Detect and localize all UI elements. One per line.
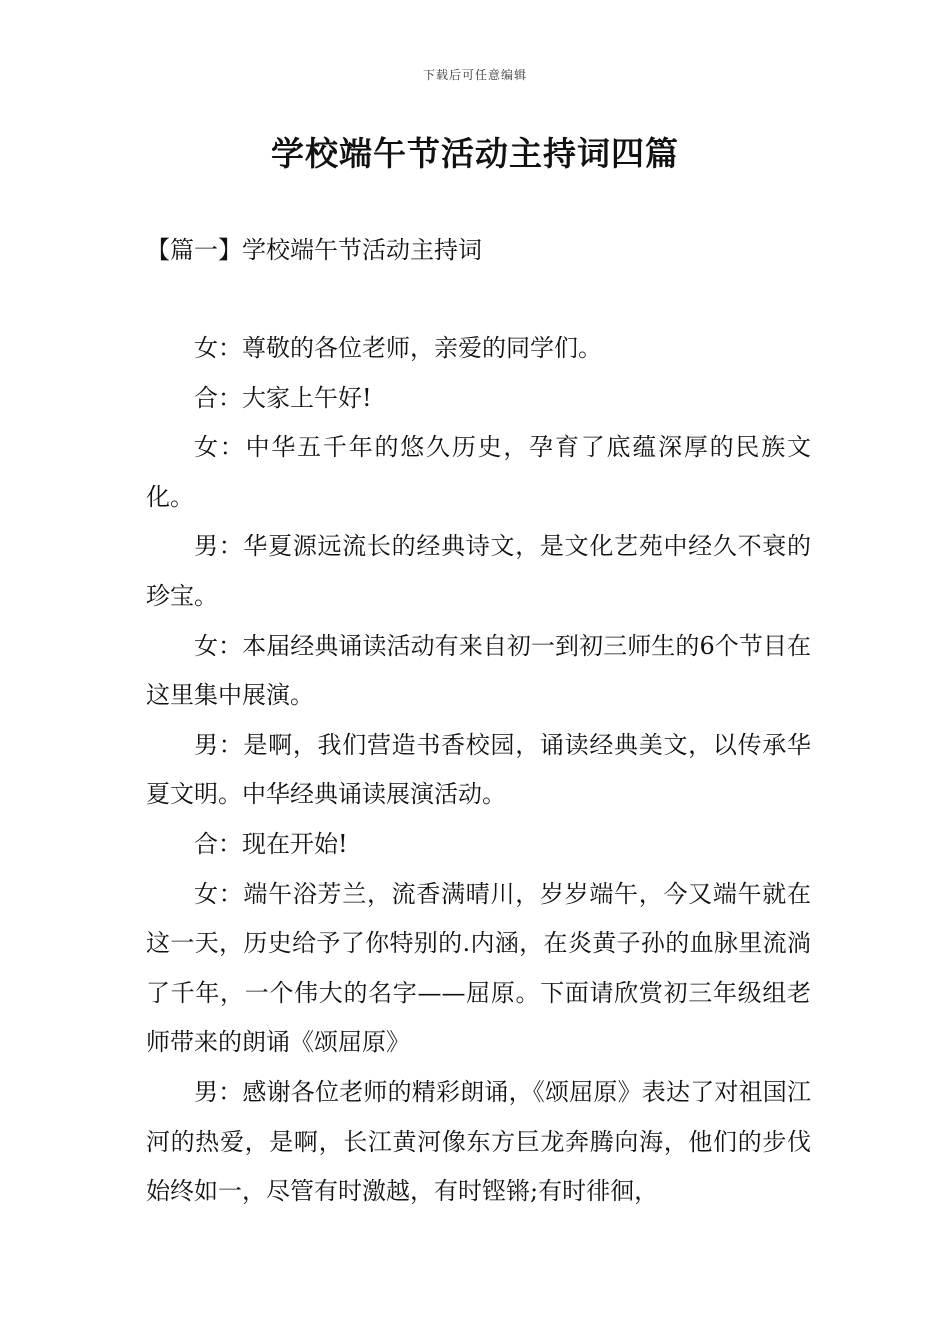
- paragraph: 女：中华五千年的悠久历史，孕育了底蕴深厚的民族文化。: [146, 433, 811, 511]
- paragraph: 合：大家上午好!: [194, 383, 372, 412]
- paragraph: 男：感谢各位老师的精彩朗诵，《颂屈原》表达了对祖国江河的热爱，是啊，长江黄河像东方巨龙奔腾向海，他们的步伐始终如一，尽管有时激越，有时铿锵;有时徘徊，: [146, 1077, 811, 1206]
- paragraph: 女：端午浴芳兰，流香满晴川，岁岁端午，今又端午就在这一天，历史给予了你特别的.内涵，在炎黄子孙的血脉里流淌了千年，一个伟大的名字——屈原。下面请欣赏初三年级组老师带来的朗诵《颂屈原》: [146, 879, 811, 1057]
- document-title: 学校端午节活动主持词四篇: [271, 134, 679, 173]
- paragraph: 女：本届经典诵读活动有来自初一到初三师生的6个节目在这里集中展演。: [146, 631, 811, 710]
- section-heading: 【篇一】学校端午节活动主持词: [146, 236, 482, 264]
- body-text: [146, 324, 811, 1217]
- paragraph: 男：是啊，我们营造书香校园，诵读经典美文，以传承华夏文明。中华经典诵读展演活动。: [146, 730, 811, 809]
- header-note: 下载后可任意编辑: [422, 68, 527, 82]
- paragraph: 男：华夏源远流长的经典诗文，是文化艺苑中经久不衰的珍宝。: [146, 532, 811, 610]
- paragraph: 合：现在开始!: [194, 829, 348, 858]
- paragraph: 女：尊敬的各位老师，亲爱的同学们。: [194, 334, 602, 362]
